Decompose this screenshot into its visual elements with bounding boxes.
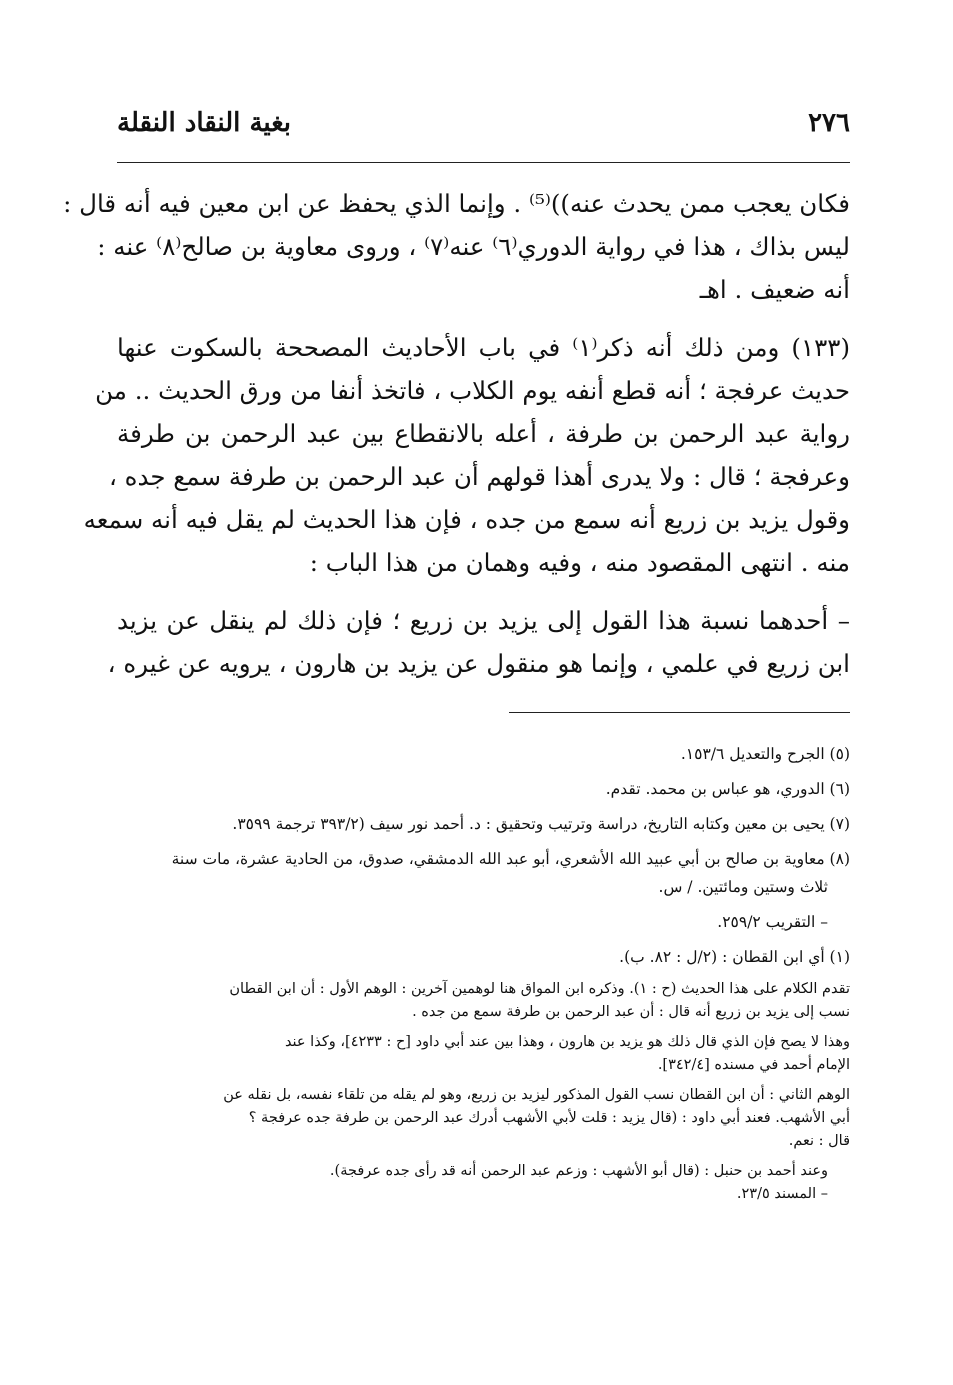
footnote-5 xyxy=(117,740,850,768)
footnote-8 xyxy=(117,845,850,901)
page-header xyxy=(117,108,850,148)
footnote-line: (٧) يحيى بن معين وكتابه التاريخ، دراسة وترتيب وتحقيق : د. أحمد نور سيف (٣٩٣/٢ ترجمة ٣٥٩٩. xyxy=(232,815,850,833)
footnote-line: (٨) معاوية بن صالح بن أبي عبيد الله الأشعري، أبو عبد الله الدمشقي، صدوق، من الحادية عشرة، مات سنة xyxy=(171,850,850,868)
footnote-1 xyxy=(117,943,850,971)
paragraph-1 xyxy=(63,182,850,311)
text-line: فكان يعجب ممن يحدث عنه))⁽⁵⁾ . وإنما الذي يحفظ عن ابن معين فيه أنه قال : xyxy=(63,189,850,218)
footnote-line: – التقريب ٢٥٩/٢. xyxy=(717,913,828,931)
footnotes xyxy=(117,740,850,1213)
footnote-line: (٥) الجرح والتعديل ١٥٣/٦. xyxy=(680,745,850,763)
paragraph-133 xyxy=(83,326,850,584)
footnote-line: وهذا لا يصح فإن الذي قال ذلك هو يزيد بن هارون ، وهذا بين عند أبي داود [ح : ٤٢٣٣]، وكذا عند xyxy=(284,1034,850,1050)
text-line: حديث عرفجة ؛ أنه قطع أنفه يوم الكلاب ، فاتخذ أنفا من ورق الحديث .. من xyxy=(95,376,850,405)
text-line: منه . انتهى المقصود منه ، وفيه وهمان من هذا الباب : xyxy=(309,548,850,577)
footnote-1-comment-1 xyxy=(117,978,850,1024)
footnote-1-comment-4 xyxy=(117,1160,850,1206)
running-title: بغية النقاد النقلة xyxy=(117,108,292,138)
footnote-7 xyxy=(117,810,850,838)
footnote-1-comment-2 xyxy=(117,1031,850,1077)
footnote-8-reference xyxy=(117,908,850,936)
footnote-line: وعند أحمد بن حنبل : (قال أبو الأشهب : وزعم عبد الرحمن أنه قد رأى جده عرفجة). xyxy=(329,1163,828,1179)
text-line: وقول يزيد بن زريع أنه سمع من جده ، فإن هذا الحديث لم يقل فيه أنه سمعه xyxy=(83,505,850,534)
paragraph-first-error xyxy=(107,599,850,685)
footnote-separator xyxy=(509,712,850,713)
text-line: أنه ضعيف . اهـ xyxy=(699,275,850,304)
text-line: وعرفجة ؛ قال : ولا يدرى أهذا قولهم أن عبد الرحمن بن طرفة سمع جده ، xyxy=(108,462,850,491)
footnote-6 xyxy=(117,775,850,803)
footnote-line: (٦) الدوري، هو عباس بن محمد. تقدم. xyxy=(605,780,850,798)
text-line: ليس بذاك ، هذا في رواية الدوري⁽٦⁾ عنه⁽٧⁾ ، وروى معاوية بن صالح⁽٨⁾ عنه : xyxy=(97,232,850,261)
header-rule xyxy=(117,162,850,163)
footnote-line: نسب إلى يزيد بن زريع أنه قال : أن عبد الرحمن بن طرفة سمع من جده . xyxy=(412,1004,850,1020)
text-line: ابن زريع في علمي ، وإنما هو منقول عن يزيد بن هارون ، يرويه عن غيره ، xyxy=(107,649,850,678)
footnote-1-comment-3 xyxy=(117,1084,850,1153)
footnote-line: (١) أي ابن القطان : (٢/ل : ٨٢. ب). xyxy=(619,948,850,966)
footnote-line: ثلاث وستين ومائتين. / س. xyxy=(658,878,828,896)
page-number: ٢٧٦ xyxy=(808,108,850,138)
footnote-line: – المسند ٢٣/٥. xyxy=(736,1186,828,1202)
main-text xyxy=(63,182,850,700)
footnote-line: أبي الأشهب. فعند أبي داود : (قال يزيد : قلت لأبي الأشهب أدرك عبد الرحمن بن طرفة جده عرفجة ؟ xyxy=(248,1110,850,1126)
footnote-line: تقدم الكلام على هذا الحديث (ح : ١). وذكره ابن المواق هنا لوهمين آخرين : الوهم الأول : أن ابن القطان xyxy=(229,981,850,997)
footnote-line: قال : نعم. xyxy=(788,1133,850,1149)
footnote-line: الإمام أحمد في مسنده [٣٤٢/٤]. xyxy=(657,1057,850,1073)
text-line: – أحدهما نسبة هذا القول إلى يزيد بن زريع ؛ فإن ذلك لم ينقل عن يزيد xyxy=(117,606,850,635)
footnote-line: الوهم الثاني : أن ابن القطان نسب القول المذكور ليزيد بن زريع، وهو لم يقله من تلقاء نفسه، بل نقله عن xyxy=(223,1087,850,1103)
text-line: (١٣٣) ومن ذلك أنه ذكر⁽١⁾ في باب الأحاديث المصححة بالسكوت عنها xyxy=(117,333,850,362)
text-line: رواية عبد الرحمن بن طرفة ، أعله بالانقطاع بين عبد الرحمن بن طرفة xyxy=(117,419,850,448)
